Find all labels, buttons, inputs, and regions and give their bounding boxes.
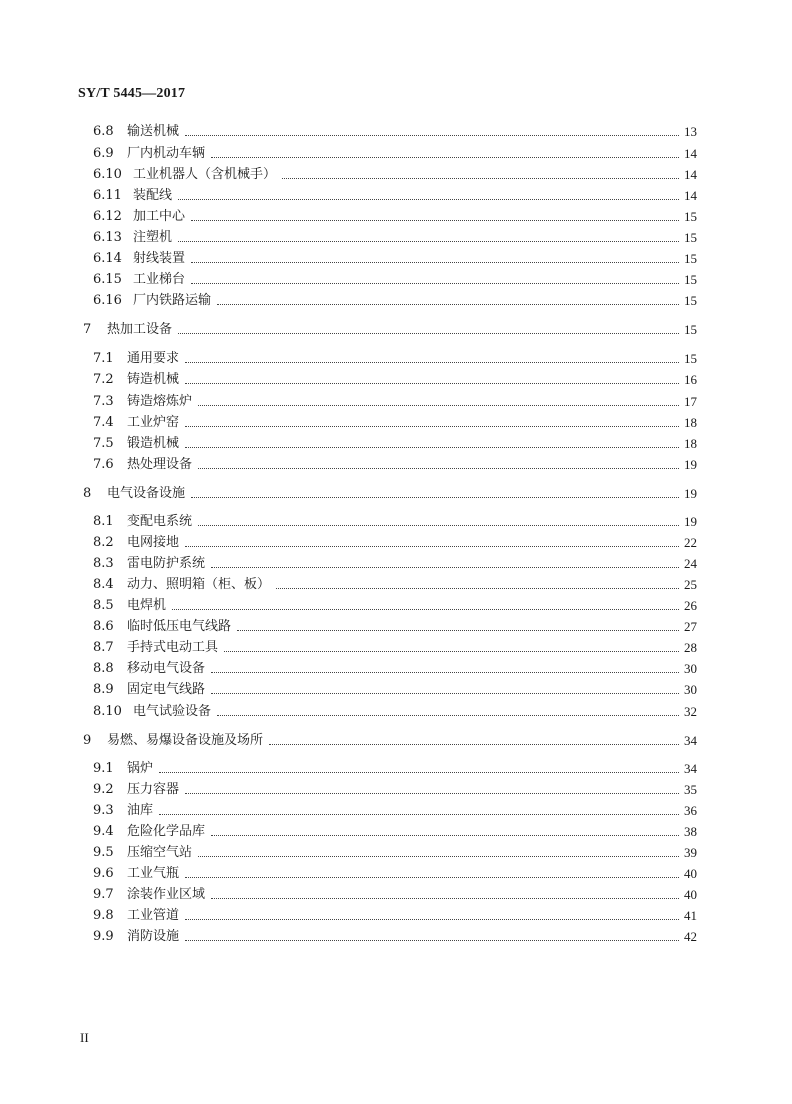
toc-leader-dots bbox=[159, 772, 679, 773]
toc-leader-dots bbox=[191, 497, 679, 498]
toc-entry-number: 6.11 bbox=[93, 188, 122, 203]
toc-subsection-entry[interactable] bbox=[93, 368, 697, 388]
toc-leader-dots bbox=[217, 715, 679, 716]
toc-entry-number: 8.3 bbox=[93, 556, 114, 571]
toc-entry-page-number: 42 bbox=[684, 929, 697, 944]
toc-subsection-entry[interactable] bbox=[93, 205, 697, 225]
toc-entry-title: 消防设施 bbox=[127, 929, 180, 944]
toc-entry-number: 8.1 bbox=[93, 514, 114, 529]
toc-subsection-entry[interactable] bbox=[93, 390, 697, 410]
toc-subsection-entry[interactable] bbox=[93, 700, 697, 720]
toc-entry-page-number: 22 bbox=[684, 535, 697, 550]
toc-entry-number: 9.2 bbox=[93, 782, 114, 797]
toc-entry-number: 6.10 bbox=[93, 167, 122, 182]
toc-entry-page-number: 14 bbox=[684, 146, 697, 161]
toc-entry-title: 铸造机械 bbox=[127, 372, 180, 387]
toc-entry-number: 8.4 bbox=[93, 577, 114, 592]
toc-entry-number: 9.4 bbox=[93, 824, 114, 839]
toc-entry-page-number: 30 bbox=[684, 661, 697, 676]
toc-entry-title: 厂内铁路运输 bbox=[133, 293, 212, 308]
standard-code-header: SY/T 5445—2017 bbox=[78, 86, 186, 101]
toc-leader-dots bbox=[178, 241, 679, 242]
toc-entry-number: 9 bbox=[83, 733, 92, 748]
toc-entry-number: 8.5 bbox=[93, 598, 114, 613]
toc-leader-dots bbox=[211, 157, 679, 158]
toc-leader-dots bbox=[198, 525, 679, 526]
toc-entry-title: 动力、照明箱（柜、板） bbox=[127, 577, 271, 592]
toc-entry-number: 9.5 bbox=[93, 845, 114, 860]
toc-leader-dots bbox=[185, 546, 679, 547]
toc-entry-page-number: 32 bbox=[684, 704, 697, 719]
toc-entry-page-number: 26 bbox=[684, 598, 697, 613]
toc-entry-title: 变配电系统 bbox=[127, 514, 193, 529]
toc-entry-title: 雷电防护系统 bbox=[127, 556, 206, 571]
toc-leader-dots bbox=[237, 630, 679, 631]
toc-entry-number: 8.8 bbox=[93, 661, 114, 676]
toc-subsection-entry[interactable] bbox=[93, 799, 697, 819]
toc-subsection-entry[interactable] bbox=[93, 510, 697, 530]
toc-entry-number: 8.2 bbox=[93, 535, 114, 550]
toc-entry-page-number: 15 bbox=[684, 230, 697, 245]
toc-entry-page-number: 17 bbox=[684, 394, 697, 409]
toc-entry-number: 6.12 bbox=[93, 209, 122, 224]
toc-entry-title: 电气设备设施 bbox=[107, 486, 186, 501]
toc-subsection-entry[interactable] bbox=[93, 778, 697, 798]
toc-entry-number: 7.3 bbox=[93, 394, 114, 409]
toc-leader-dots bbox=[198, 468, 679, 469]
toc-leader-dots bbox=[191, 283, 679, 284]
toc-subsection-entry[interactable] bbox=[93, 247, 697, 267]
toc-entry-number: 8.7 bbox=[93, 640, 114, 655]
toc-entry-page-number: 19 bbox=[684, 457, 697, 472]
toc-entry-number: 8 bbox=[83, 486, 92, 501]
toc-entry-title: 固定电气线路 bbox=[127, 682, 206, 697]
toc-entry-title: 输送机械 bbox=[127, 124, 180, 139]
toc-entry-title: 压缩空气站 bbox=[127, 845, 193, 860]
toc-leader-dots bbox=[191, 262, 679, 263]
toc-subsection-entry[interactable] bbox=[93, 453, 697, 473]
toc-entry-page-number: 19 bbox=[684, 514, 697, 529]
toc-entry-page-number: 36 bbox=[684, 803, 697, 818]
toc-subsection-entry[interactable] bbox=[93, 573, 697, 593]
toc-entry-page-number: 34 bbox=[684, 761, 697, 776]
toc-subsection-entry[interactable] bbox=[93, 657, 697, 677]
toc-leader-dots bbox=[185, 877, 679, 878]
toc-entry-number: 9.6 bbox=[93, 866, 114, 881]
toc-leader-dots bbox=[185, 919, 679, 920]
toc-entry-page-number: 16 bbox=[684, 372, 697, 387]
toc-section-entry[interactable] bbox=[83, 729, 697, 749]
toc-subsection-entry[interactable] bbox=[93, 678, 697, 698]
toc-entry-page-number: 25 bbox=[684, 577, 697, 592]
toc-entry-page-number: 38 bbox=[684, 824, 697, 839]
toc-section-entry[interactable] bbox=[83, 318, 697, 338]
toc-entry-title: 热处理设备 bbox=[127, 457, 193, 472]
toc-entry-page-number: 24 bbox=[684, 556, 697, 571]
toc-entry-number: 6.15 bbox=[93, 272, 122, 287]
toc-entry-title: 工业气瓶 bbox=[127, 866, 180, 881]
toc-entry-title: 电气试验设备 bbox=[133, 704, 212, 719]
toc-entry-number: 8.10 bbox=[93, 704, 122, 719]
toc-entry-title: 锻造机械 bbox=[127, 436, 180, 451]
toc-entry-page-number: 40 bbox=[684, 866, 697, 881]
toc-entry-title: 手持式电动工具 bbox=[127, 640, 219, 655]
toc-subsection-entry[interactable] bbox=[93, 184, 697, 204]
toc-subsection-entry[interactable] bbox=[93, 432, 697, 452]
toc-entry-title: 工业梯台 bbox=[133, 272, 186, 287]
toc-leader-dots bbox=[276, 588, 679, 589]
toc-subsection-entry[interactable] bbox=[93, 289, 697, 309]
toc-entry-title: 工业管道 bbox=[127, 908, 180, 923]
toc-entry-title: 通用要求 bbox=[127, 351, 180, 366]
toc-leader-dots bbox=[269, 744, 679, 745]
toc-entry-title: 加工中心 bbox=[133, 209, 186, 224]
toc-entry-page-number: 15 bbox=[684, 322, 697, 337]
page-number-footer: II bbox=[80, 1030, 89, 1045]
toc-entry-title: 涂装作业区域 bbox=[127, 887, 206, 902]
toc-entry-number: 7.2 bbox=[93, 372, 114, 387]
toc-leader-dots bbox=[185, 362, 679, 363]
toc-entry-title: 装配线 bbox=[133, 188, 173, 203]
toc-entry-number: 9.3 bbox=[93, 803, 114, 818]
toc-entry-page-number: 27 bbox=[684, 619, 697, 634]
toc-entry-number: 6.16 bbox=[93, 293, 122, 308]
toc-entry-page-number: 19 bbox=[684, 486, 697, 501]
toc-subsection-entry[interactable] bbox=[93, 841, 697, 861]
toc-entry-number: 9.8 bbox=[93, 908, 114, 923]
toc-subsection-entry[interactable] bbox=[93, 883, 697, 903]
toc-subsection-entry[interactable] bbox=[93, 268, 697, 288]
toc-leader-dots bbox=[211, 693, 679, 694]
toc-entry-page-number: 15 bbox=[684, 293, 697, 308]
toc-subsection-entry[interactable] bbox=[93, 925, 697, 945]
toc-leader-dots bbox=[185, 940, 679, 941]
toc-entry-page-number: 40 bbox=[684, 887, 697, 902]
toc-subsection-entry[interactable] bbox=[93, 820, 697, 840]
toc-entry-page-number: 18 bbox=[684, 436, 697, 451]
toc-entry-number: 8.9 bbox=[93, 682, 114, 697]
toc-entry-page-number: 34 bbox=[684, 733, 697, 748]
toc-leader-dots bbox=[178, 333, 679, 334]
toc-subsection-entry[interactable] bbox=[93, 594, 697, 614]
toc-leader-dots bbox=[211, 835, 679, 836]
toc-leader-dots bbox=[191, 220, 679, 221]
toc-entry-page-number: 15 bbox=[684, 209, 697, 224]
toc-entry-title: 电焊机 bbox=[127, 598, 167, 613]
toc-entry-number: 6.9 bbox=[93, 146, 114, 161]
toc-leader-dots bbox=[282, 178, 679, 179]
toc-entry-title: 易燃、易爆设备设施及场所 bbox=[107, 733, 264, 748]
toc-leader-dots bbox=[185, 793, 679, 794]
toc-entry-number: 9.1 bbox=[93, 761, 114, 776]
toc-entry-title: 临时低压电气线路 bbox=[127, 619, 232, 634]
toc-entry-page-number: 14 bbox=[684, 188, 697, 203]
toc-leader-dots bbox=[198, 856, 679, 857]
toc-subsection-entry[interactable] bbox=[93, 615, 697, 635]
toc-entry-number: 7.1 bbox=[93, 351, 114, 366]
toc-entry-title: 移动电气设备 bbox=[127, 661, 206, 676]
toc-leader-dots bbox=[211, 567, 679, 568]
toc-entry-title: 电网接地 bbox=[127, 535, 180, 550]
toc-subsection-entry[interactable] bbox=[93, 531, 697, 551]
toc-entry-number: 9.7 bbox=[93, 887, 114, 902]
toc-subsection-entry[interactable] bbox=[93, 226, 697, 246]
toc-subsection-entry[interactable] bbox=[93, 757, 697, 777]
toc-section-entry[interactable] bbox=[83, 482, 697, 502]
toc-leader-dots bbox=[198, 405, 679, 406]
toc-leader-dots bbox=[185, 426, 679, 427]
toc-leader-dots bbox=[185, 383, 679, 384]
toc-leader-dots bbox=[211, 672, 679, 673]
toc-entry-page-number: 28 bbox=[684, 640, 697, 655]
toc-entry-page-number: 30 bbox=[684, 682, 697, 697]
toc-entry-page-number: 15 bbox=[684, 351, 697, 366]
toc-leader-dots bbox=[217, 304, 679, 305]
toc-entry-title: 危险化学品库 bbox=[127, 824, 206, 839]
toc-subsection-entry[interactable] bbox=[93, 163, 697, 183]
toc-entry-number: 9.9 bbox=[93, 929, 114, 944]
toc-entry-number: 8.6 bbox=[93, 619, 114, 634]
toc-subsection-entry[interactable] bbox=[93, 552, 697, 572]
toc-leader-dots bbox=[159, 814, 679, 815]
toc-subsection-entry[interactable] bbox=[93, 142, 697, 162]
toc-entry-number: 6.13 bbox=[93, 230, 122, 245]
toc-subsection-entry[interactable] bbox=[93, 411, 697, 431]
toc-entry-page-number: 15 bbox=[684, 251, 697, 266]
toc-entry-title: 压力容器 bbox=[127, 782, 180, 797]
toc-entry-title: 铸造熔炼炉 bbox=[127, 394, 193, 409]
toc-leader-dots bbox=[172, 609, 679, 610]
toc-entry-title: 工业炉窑 bbox=[127, 415, 180, 430]
toc-entry-number: 7 bbox=[83, 322, 92, 337]
toc-leader-dots bbox=[185, 135, 679, 136]
toc-entry-page-number: 41 bbox=[684, 908, 697, 923]
toc-entry-title: 热加工设备 bbox=[107, 322, 173, 337]
toc-entry-number: 7.6 bbox=[93, 457, 114, 472]
toc-entry-page-number: 15 bbox=[684, 272, 697, 287]
toc-entry-title: 锅炉 bbox=[127, 761, 154, 776]
toc-entry-number: 6.14 bbox=[93, 251, 122, 266]
toc-entry-page-number: 18 bbox=[684, 415, 697, 430]
toc-entry-number: 7.4 bbox=[93, 415, 114, 430]
toc-entry-title: 厂内机动车辆 bbox=[127, 146, 206, 161]
toc-entry-title: 工业机器人（含机械手） bbox=[133, 167, 277, 182]
toc-leader-dots bbox=[224, 651, 679, 652]
toc-subsection-entry[interactable] bbox=[93, 347, 697, 367]
toc-leader-dots bbox=[211, 898, 679, 899]
toc-subsection-entry[interactable] bbox=[93, 862, 697, 882]
toc-entry-page-number: 35 bbox=[684, 782, 697, 797]
toc-subsection-entry[interactable] bbox=[93, 904, 697, 924]
toc-entry-page-number: 39 bbox=[684, 845, 697, 860]
toc-entry-page-number: 13 bbox=[684, 124, 697, 139]
toc-subsection-entry[interactable] bbox=[93, 120, 697, 140]
toc-entry-number: 6.8 bbox=[93, 124, 114, 139]
toc-leader-dots bbox=[185, 447, 679, 448]
toc-entry-title: 射线装置 bbox=[133, 251, 186, 266]
toc-entry-page-number: 14 bbox=[684, 167, 697, 182]
toc-entry-number: 7.5 bbox=[93, 436, 114, 451]
toc-leader-dots bbox=[178, 199, 679, 200]
toc-subsection-entry[interactable] bbox=[93, 636, 697, 656]
toc-entry-title: 注塑机 bbox=[133, 230, 173, 245]
toc-entry-title: 油库 bbox=[127, 803, 154, 818]
